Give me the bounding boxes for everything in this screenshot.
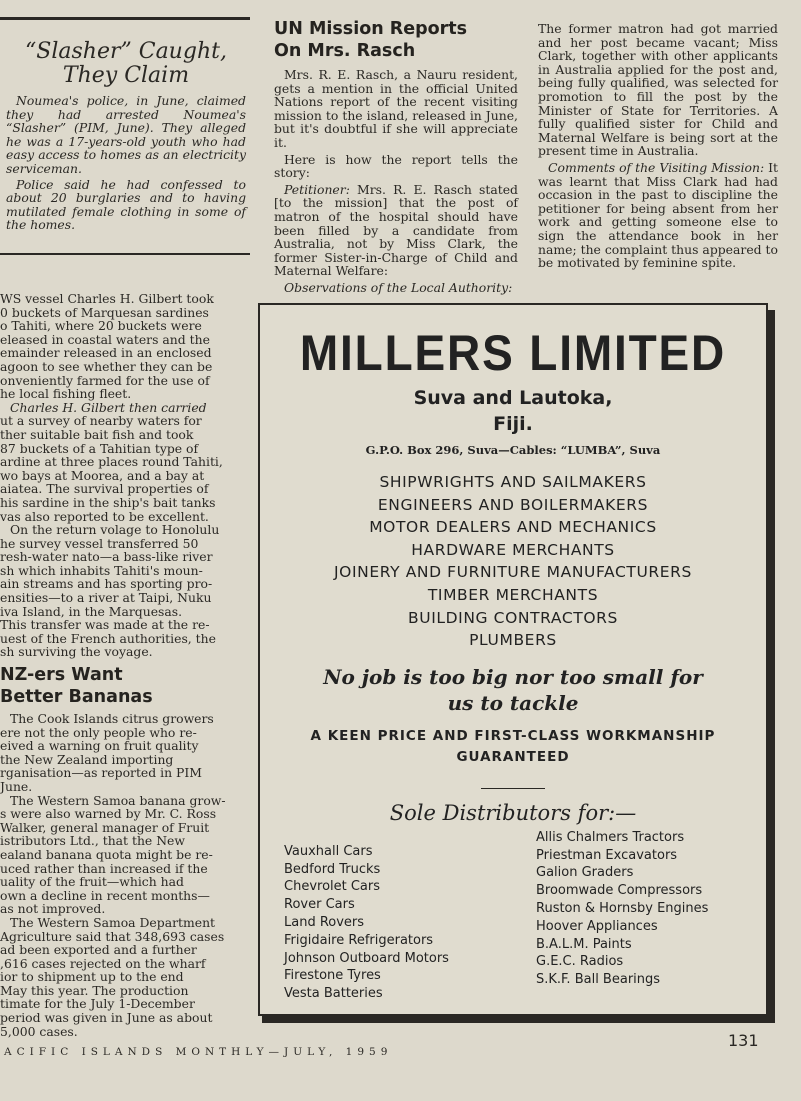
advert-location-1: Suva and Lautoka, xyxy=(413,387,613,409)
distributor-item: Firestone Tyres xyxy=(284,968,381,984)
sardines-line: WS vessel Charles H. Gilbert took xyxy=(0,291,214,306)
bananas-line: ere not the only people who re- xyxy=(0,724,197,740)
bananas-line: timate for the July 1-December xyxy=(0,996,195,1012)
un-mission-col3-para-2 xyxy=(538,161,778,270)
un-mission-para-3 xyxy=(274,183,518,278)
sardines-line: On the return volage to Honolulu xyxy=(10,522,220,538)
millers-advert xyxy=(258,303,768,1016)
slasher-title-2: They Claim xyxy=(62,63,190,88)
service-item: ENGINEERS AND BOILERMAKERS xyxy=(377,495,649,514)
un-mission-para-4: Observations of the Local Authority: xyxy=(284,279,513,295)
bananas-line: The Western Samoa Department xyxy=(10,914,216,930)
sardines-article xyxy=(0,292,248,659)
sardines-line: iva Island, in the Marquesas. xyxy=(0,603,183,619)
bananas-title-2: Better Bananas xyxy=(0,687,153,707)
sardines-line: emainder released in an enclosed xyxy=(0,345,212,361)
advert-sole-distributors: Sole Distributors for:— xyxy=(389,800,637,825)
sardines-line: sh surviving the voyage. xyxy=(0,644,153,660)
service-item: HARDWARE MERCHANTS xyxy=(411,540,615,559)
bananas-line: Walker, general manager of Fruit xyxy=(0,819,210,835)
distributor-item: B.A.L.M. Paints xyxy=(536,936,632,952)
distributor-item: Hoover Appliances xyxy=(536,918,658,934)
sardines-line: ther suitable bait fish and took xyxy=(0,426,194,442)
sardines-line: ut a survey of nearby waters for xyxy=(0,413,202,429)
sardines-line: 87 buckets of a Tahitian type of xyxy=(0,440,199,456)
sardines-line: wo bays at Moorea, and a bay at xyxy=(0,467,205,483)
sardines-line: uest of the French authorities, the xyxy=(0,630,216,646)
bananas-article xyxy=(0,664,248,1038)
page-footer-masthead: ACIFIC ISLANDS MONTHLY—JULY, 1959 xyxy=(4,1046,393,1058)
bananas-line: The Western Samoa banana grow- xyxy=(10,792,226,808)
distributor-item: Rover Cars xyxy=(284,897,355,913)
slasher-para-2: Police said he had confessed to about 20 burglaries and to having mutilated female clothing in some of the homes. xyxy=(6,176,246,233)
service-item: JOINERY AND FURNITURE MANUFACTURERS xyxy=(333,563,692,582)
sardines-line: aiatea. The survival properties of xyxy=(0,481,209,497)
visiting-mission-label: Comments of the Visiting Mission: xyxy=(548,159,765,175)
sardines-line: agoon to see whether they can be xyxy=(0,358,213,374)
advert-distributors xyxy=(260,829,766,1009)
bananas-line: 5,000 cases. xyxy=(0,1023,78,1039)
distributor-item: Chevrolet Cars xyxy=(284,879,381,895)
advert-divider xyxy=(481,788,545,789)
bananas-line: eived a warning on fruit quality xyxy=(0,738,199,754)
bananas-line: ealand banana quota might be re- xyxy=(0,846,213,862)
un-mission-title-1: UN Mission Reports xyxy=(274,19,468,39)
advert-gpo: G.P.O. Box 296, Suva—Cables: “LUMBA”, Suva xyxy=(365,443,661,457)
sardines-line: 0 buckets of Marquesan sardines xyxy=(0,304,209,320)
bananas-line: June. xyxy=(0,778,33,794)
slasher-para-1: Noumea's police, in June, claimed they had arrested Noumea's “Slasher” (PIM, June). They alleged he was a 17-years-old youth who had easy access to homes as an electricity serviceman. xyxy=(6,93,246,176)
advert-slogan-1: No job is too big nor too small for xyxy=(323,664,703,689)
sardines-line: sh which inhabits Tahiti's moun- xyxy=(0,562,203,578)
petitioner-label: Petitioner: xyxy=(284,181,350,197)
advert-keen-2: GUARANTEED xyxy=(456,748,570,765)
distributor-item: Galion Graders xyxy=(536,865,634,881)
service-item: BUILDING CONTRACTORS xyxy=(408,608,618,627)
sardines-line: ardine at three places round Tahiti, xyxy=(0,454,223,470)
sardines-line: he local fishing fleet. xyxy=(0,386,132,402)
column-rule-1 xyxy=(0,253,250,255)
service-item: SHIPWRIGHTS AND SAILMAKERS xyxy=(379,473,647,491)
bananas-line: ad been exported and a further xyxy=(0,942,197,958)
service-item: PLUMBERS xyxy=(469,631,557,650)
sardines-line: he survey vessel transferred 50 xyxy=(0,535,199,551)
sardines-line: vas also reported to be excellent. xyxy=(0,508,209,524)
petitioner-text: Mrs. R. E. Rasch stated [to the mission] that the post of matron of the hospital should have been filled by a candidate from Australia, not by Miss Clark, the former Sister-in-Charge of Child and Maternal Welfare: xyxy=(274,181,518,279)
distributors-left xyxy=(284,843,449,1003)
un-mission-col3-para-1: The former matron had got married and her post became vacant; Miss Clark, together with other applicants in Australia applied for the post and, being fully qualified, was selected for promotion to fill the post by the Minister of State for Territories. A fully qualified sister for Child and Maternal Welfare is being sort at the present time in Australia. xyxy=(538,21,778,159)
advert-services xyxy=(260,471,766,652)
distributor-item: Frigidaire Refrigerators xyxy=(284,932,434,948)
service-item: TIMBER MERCHANTS xyxy=(427,585,599,604)
bananas-line: s were also warned by Mr. C. Ross xyxy=(0,806,217,822)
distributor-item: Vesta Batteries xyxy=(284,986,383,1002)
un-mission-continued xyxy=(538,22,778,270)
advert-slogan-2: us to tackle xyxy=(447,690,579,715)
distributor-item: Ruston & Hornsby Engines xyxy=(536,900,709,916)
bananas-line: May this year. The production xyxy=(0,982,189,998)
slasher-title-1: “Slasher” Caught, xyxy=(25,39,227,64)
sardines-line: resh-water nato—a bass-like river xyxy=(0,549,213,565)
bananas-line: uced rather than increased if the xyxy=(0,860,208,876)
sardines-line: ain streams and has sporting pro- xyxy=(0,576,213,592)
distributor-item: Johnson Outboard Motors xyxy=(284,950,449,966)
bananas-line: The Cook Islands citrus growers xyxy=(10,711,214,726)
distributor-item: Allis Chalmers Tractors xyxy=(536,829,685,845)
advert-keen-1: A KEEN PRICE AND FIRST-CLASS WORKMANSHIP xyxy=(310,727,716,744)
sardines-line: eleased in coastal waters and the xyxy=(0,331,210,347)
distributors-right xyxy=(536,829,708,989)
distributor-item: G.E.C. Radios xyxy=(536,954,624,970)
bananas-line: as not improved. xyxy=(0,901,106,917)
visiting-mission-text: It was learnt that Miss Clark had had occasion in the past to discipline the petitioner for being absent from her work and getting someone else to sign the attendance book in her name; the complaint thus appeared to be motivated by feminine spite. xyxy=(538,159,779,271)
bananas-line: uality of the fruit—which had xyxy=(0,874,184,890)
bananas-line: rganisation—as reported in PIM xyxy=(0,765,202,781)
sardines-line: o Tahiti, where 20 buckets were xyxy=(0,318,202,334)
bananas-line: own a decline in recent months— xyxy=(0,887,210,903)
un-mission-para-1: Mrs. R. E. Rasch, a Nauru resident, gets a mention in the official United Nations report of the recent visiting mission to the island, released in June, but it's doubtful if she will appreciate it. xyxy=(274,67,518,150)
un-mission-article xyxy=(274,18,518,295)
sardines-line: ensities—to a river at Taipi, Nuku xyxy=(0,590,212,606)
distributor-item: Broomwade Compressors xyxy=(536,883,703,899)
page-number: 131 xyxy=(728,1031,759,1050)
bananas-line: Agriculture said that 348,693 cases xyxy=(0,928,225,944)
bananas-line: period was given in June as about xyxy=(0,1010,213,1026)
bananas-line: ,616 cases rejected on the wharf xyxy=(0,955,206,971)
un-mission-title-2: On Mrs. Rasch xyxy=(274,41,416,61)
sardines-line: his sardine in the ship's bait tanks xyxy=(0,494,216,510)
sardines-line: Charles H. Gilbert then carried xyxy=(10,399,207,415)
bananas-title-1: NZ-ers Want xyxy=(0,665,123,685)
advert-company-name: MILLERS LIMITED xyxy=(299,325,727,381)
bananas-line: istributors Ltd., that the New xyxy=(0,833,185,849)
bananas-line: the New Zealand importing xyxy=(0,751,174,767)
sardines-line: onveniently farmed for the use of xyxy=(0,372,210,388)
un-mission-para-2: Here is how the report tells the story: xyxy=(274,151,518,181)
distributor-item: Priestman Excavators xyxy=(536,847,678,863)
distributor-item: Land Rovers xyxy=(284,914,365,930)
distributor-item: S.K.F. Ball Bearings xyxy=(536,972,661,988)
distributor-item: Vauxhall Cars xyxy=(284,843,373,859)
slasher-article xyxy=(6,40,246,232)
advert-location-2: Fiji. xyxy=(493,413,533,435)
bananas-line: ior to shipment up to the end xyxy=(0,969,184,985)
distributor-item: Bedford Trucks xyxy=(284,861,381,877)
sardines-line: This transfer was made at the re- xyxy=(0,617,210,633)
service-item: MOTOR DEALERS AND MECHANICS xyxy=(369,518,657,537)
top-rule xyxy=(0,17,250,20)
